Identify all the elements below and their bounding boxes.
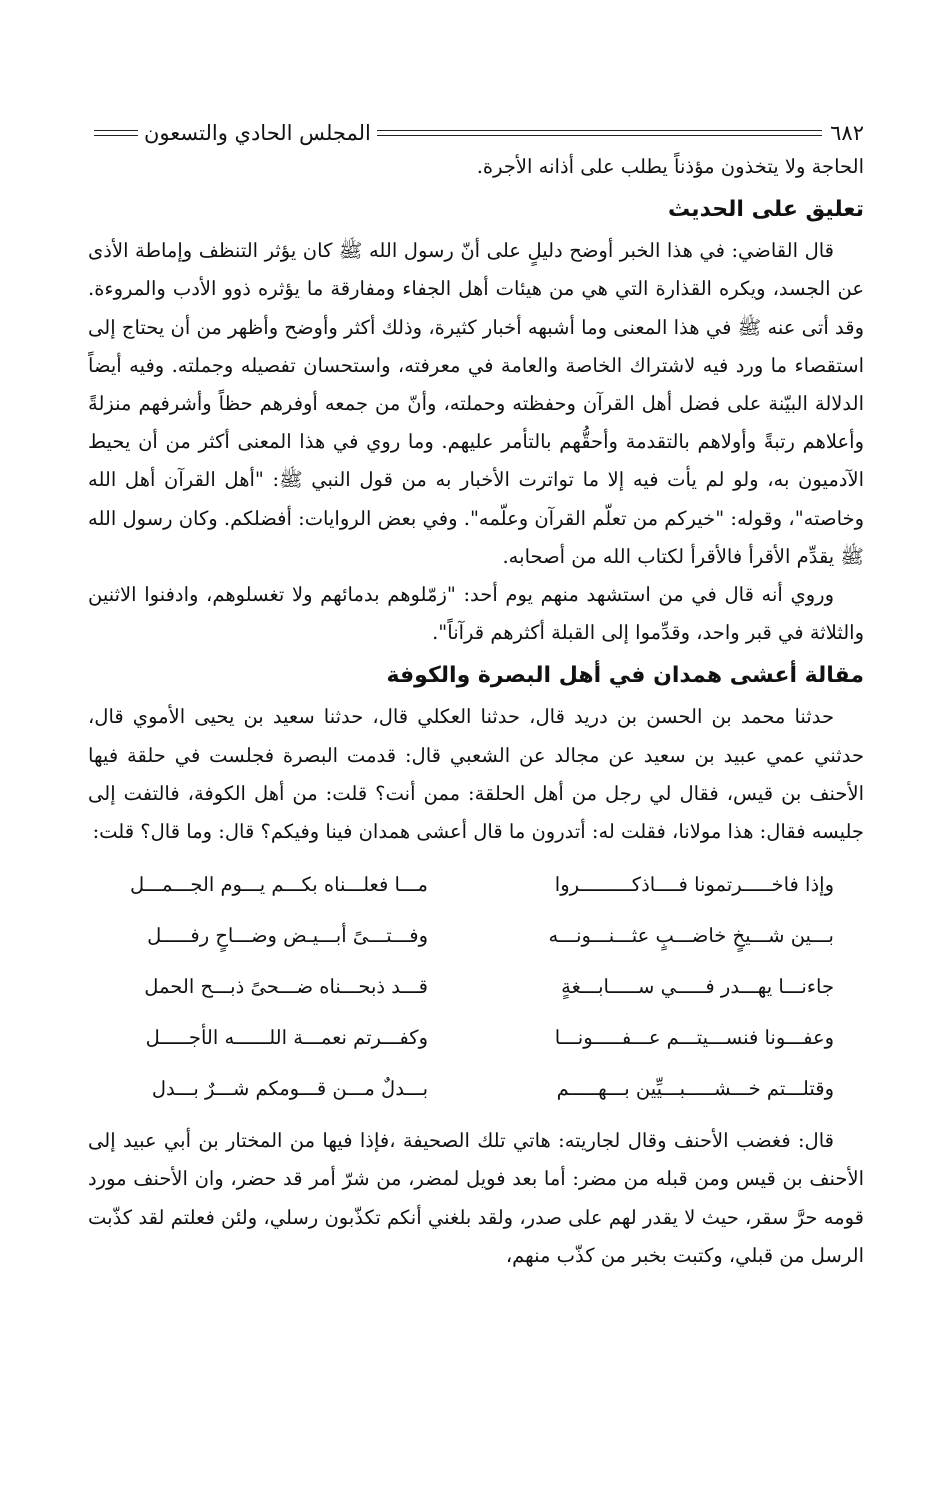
section-heading-asha: مقالة أعشى همدان في أهل البصرة والكوفة	[386, 663, 864, 689]
header-rule-end	[94, 130, 138, 136]
verse-second-hemistich: وكفـــرتم نعمـــة اللــــــه الأجـــــل	[145, 1025, 428, 1049]
poem-verse	[88, 961, 864, 1012]
letter-paragraph: قال: فغضب الأحنف وقال لجاريته: هاتي تلك الصحيفة ،فإذا فيها من المختار بن أبي عبيد إلى الأحنف بن قيس ومن قبله من مضر: أما بعد فويل لمضر، من شرّ أمر قد حضر، وان الأحنف مورد قومه حرَّ سقر، حيث لا يقدر لهم على صدر، ولقد بلغني أنكم تكذّبون رسلي، ولئن فعلتم لقد كذّبت الرسل من قبلي، وكتبت بخبر من كذّب منهم،	[88, 1129, 864, 1267]
poem-verse	[88, 859, 864, 910]
poem	[88, 859, 864, 1114]
page-number: ٦٨٢	[830, 121, 864, 145]
verse-first-hemistich: وإذا فاخـــــرتمونا فــــاذكـــــــــروا	[554, 872, 834, 896]
verse-second-hemistich: قـــد ذبحـــناه ضـــحىً ذبـــح الحمل	[144, 974, 428, 998]
page	[88, 118, 864, 1275]
verse-second-hemistich: بـــدلٌ مـــن قـــومكم شـــرٌ بـــدل	[151, 1076, 428, 1100]
header-title: المجلس الحادي والتسعون	[144, 121, 371, 145]
commentary-paragraph-1: قال القاضي: في هذا الخبر أوضح دليلٍ على أنّ رسول الله ﷺ كان يؤثر التنظف وإماطة الأذى عن الجسد، ويكره القذارة التي هي من هيئات أهل الجفاء ومفارقة ما يؤثره ذوو الأدب والمروءة. وقد أتى عنه ﷺ في هذا المعنى وما أشبهه أخبار كثيرة، وذلك أكثر وأوضح وأظهر من أن يحتاج إلى استقصاء ما ورد فيه لاشتراك الخاصة والعامة في معرفته، واستحسان تفصيله وجملته. وفيه أيضاً الدلالة البيّنة على فضل أهل القرآن وحفظته وحملته، وأنّ من جمعه أوفرهم حظاً وأشرفهم منزلةً وأعلاهم رتبةً وأولاهم بالتقدمة وأحقُّهم بالتأمر عليهم. وما روي في هذا المعنى أكثر من أن يحيط الآدميون به، ولو لم يأت فيه إلا ما تواترت الأخبار به من قول النبي ﷺ: "أهل القرآن أهل الله وخاصته"، وقوله: "خيركم من تعلّم القرآن وعلّمه". وفي بعض الروايات: أفضلكم. وكان رسول الله ﷺ يقدِّم الأقرأ فالأقرأ لكتاب الله من أصحابه.	[88, 239, 864, 568]
header-rule	[377, 130, 822, 136]
poem-verse	[88, 1012, 864, 1063]
poem-verse	[88, 1063, 864, 1114]
verse-second-hemistich: مـــا فعلـــناه بكـــم يـــوم الجـــمـــل	[130, 872, 428, 896]
running-header	[88, 118, 864, 148]
verse-first-hemistich: وقتلـــتم خـــشـــــبـــيِّين بـــهـــــم	[556, 1076, 834, 1100]
verse-first-hemistich: بـــين شـــيخٍ خاضـــبٍ عثـــنـــونـــه	[548, 923, 834, 947]
section-heading-commentary: تعليق على الحديث	[668, 197, 864, 223]
narration-paragraph: حدثنا محمد بن الحسن بن دريد قال، حدثنا العكلي قال، حدثنا سعيد بن يحيى الأموي قال، حدثني عمي عبيد بن سعيد عن مجالد عن الشعبي قال: قدمت البصرة فجلست في حلقة فيها الأحنف بن قيس، فقال لي رجل من أهل الحلقة: ممن أنت؟ قلت: من أهل الكوفة، فالتفت إلى جليسه فقال: هذا مولانا، فقلت له: أتدرون ما قال أعشى همدان فينا وفيكم؟ قال: وما قال؟ قلت:	[88, 705, 864, 844]
body-text	[88, 148, 864, 1275]
verse-first-hemistich: وعفـــونا فنســـيتـــم عـــفـــــونـــا	[554, 1025, 834, 1049]
commentary-paragraph-2: وروي أنه قال في من استشهد منهم يوم أحد: "زمّلوهم بدمائهم ولا تغسلوهم، وادفنوا الاثنين والثلاثة في قبر واحد، وقدِّموا إلى القبلة أكثرهم قرآناً".	[88, 583, 864, 645]
opening-line: الحاجة ولا يتخذون مؤذناً يطلب على أذانه الأجرة.	[476, 155, 864, 178]
poem-verse	[88, 910, 864, 961]
verse-second-hemistich: وفـــتـــىً أبـــيـض وضـــاحٍ رفـــــل	[147, 923, 428, 947]
verse-first-hemistich: جاءنـــا يهـــدر فـــــي ســـــابـــغةٍ	[561, 974, 834, 998]
